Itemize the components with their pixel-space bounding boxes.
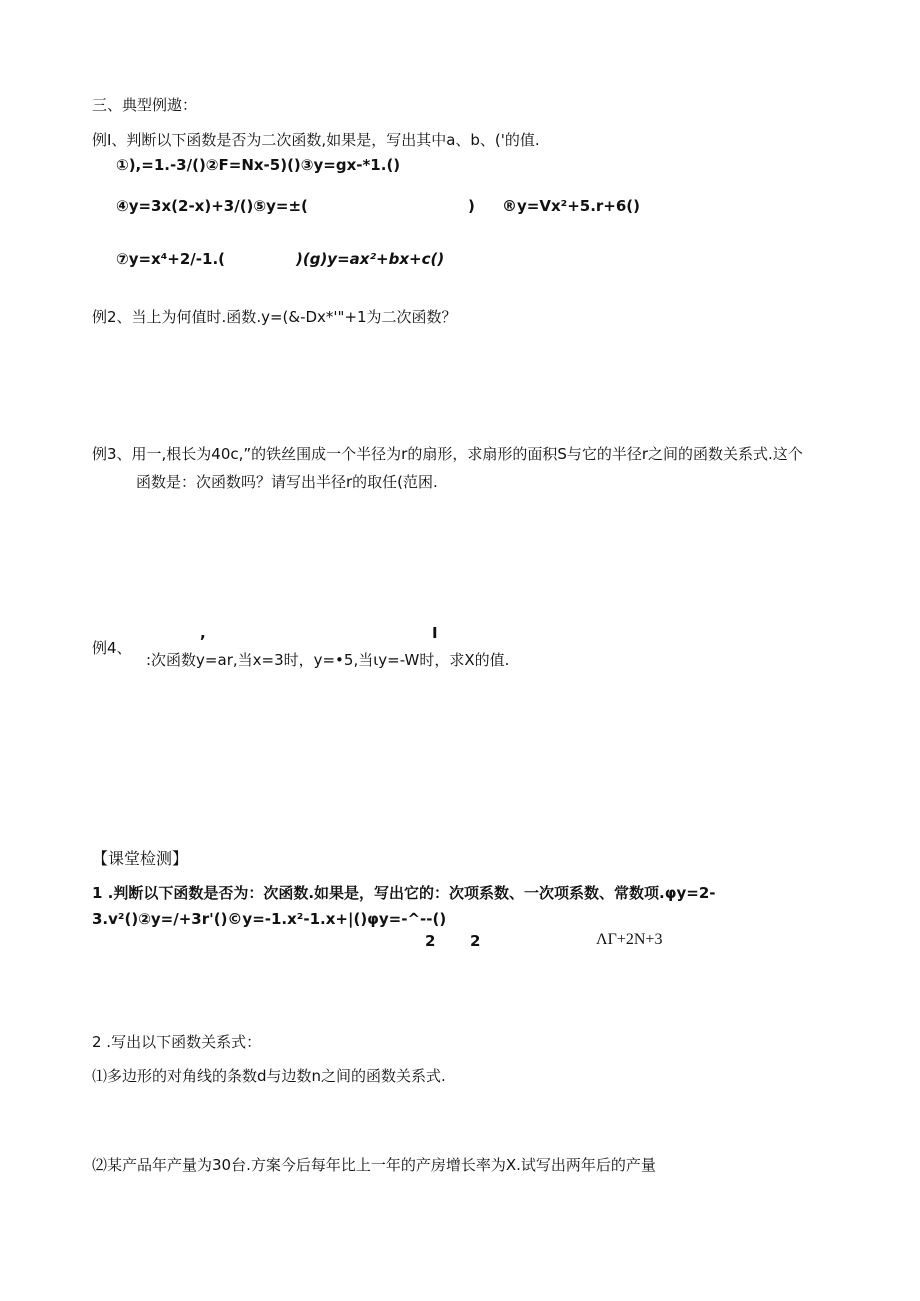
check-q1-fraction-1: 2 bbox=[425, 932, 436, 950]
check-q2-part-1: ⑴多边形的对角线的条数d与边数n之间的函数关系式. bbox=[92, 1067, 446, 1085]
example-1-line-3b: )(g)y=ax²+bx+c() bbox=[296, 250, 445, 268]
example-1-line-1: ①),=1.-3/()②F=Nx-5)()③y=gx-*1.() bbox=[116, 156, 401, 174]
section-title: 三、典型例遨： bbox=[92, 96, 198, 114]
example-4-mark-comma: , bbox=[200, 624, 206, 642]
example-1-line-2c: ®y=Vx²+5.r+6() bbox=[502, 197, 641, 215]
check-q1-fraction-2: 2 bbox=[470, 932, 481, 950]
check-q1-line-2: 3.v²()②y=/+3r'()©y=-1.x²-1.x+|()φy=-^--() bbox=[92, 910, 447, 928]
example-4-text: :次函数y=ar,当x=3时，y=•5,当ιy=-W时，求X的值. bbox=[146, 651, 510, 669]
check-q1-fraction-3: ΛΓ+2N+3 bbox=[596, 931, 663, 948]
example-1-line-2b: ) bbox=[468, 197, 475, 215]
check-q2-title: 2 .写出以下函数关系式： bbox=[92, 1033, 262, 1051]
example-2: 例2、当上为何值时.函数.y=(&-Dx*'"+1为二次函数？ bbox=[92, 308, 457, 326]
check-q2-part-2: ⑵某产品年产量为30台.方案今后每年比上一年的产房增长率为X.试写出两年后的产量 bbox=[92, 1156, 656, 1174]
example-3-line-2: 函数是：次函数吗？请写出半径r的取任(范困. bbox=[136, 473, 438, 491]
example-4-label: 例4、 bbox=[92, 639, 132, 657]
example-1-line-3a: ⑦y=x⁴+2/-1.( bbox=[116, 250, 225, 268]
check-title: 【课堂检测】 bbox=[92, 849, 189, 868]
example-3-line-1: 例3、用一,根长为40c,”的铁丝围成一个半径为r的扇形，求扇形的面积S与它的半径r之间的函数关系式.这个 bbox=[92, 445, 803, 463]
example-1-line-2a: ④y=3x(2-x)+3/()⑤y=±( bbox=[116, 197, 308, 215]
example-4-mark-i: I bbox=[432, 624, 438, 642]
example-1-title: 例I、判断以下函数是否为二次函数,如果是，写出其中a、b、('的值. bbox=[92, 131, 540, 149]
check-q1-line-1: 1 .判断以下函数是否为：次函数.如果是，写出它的：次项系数、一次项系数、常数项.φy=2- bbox=[92, 884, 716, 902]
